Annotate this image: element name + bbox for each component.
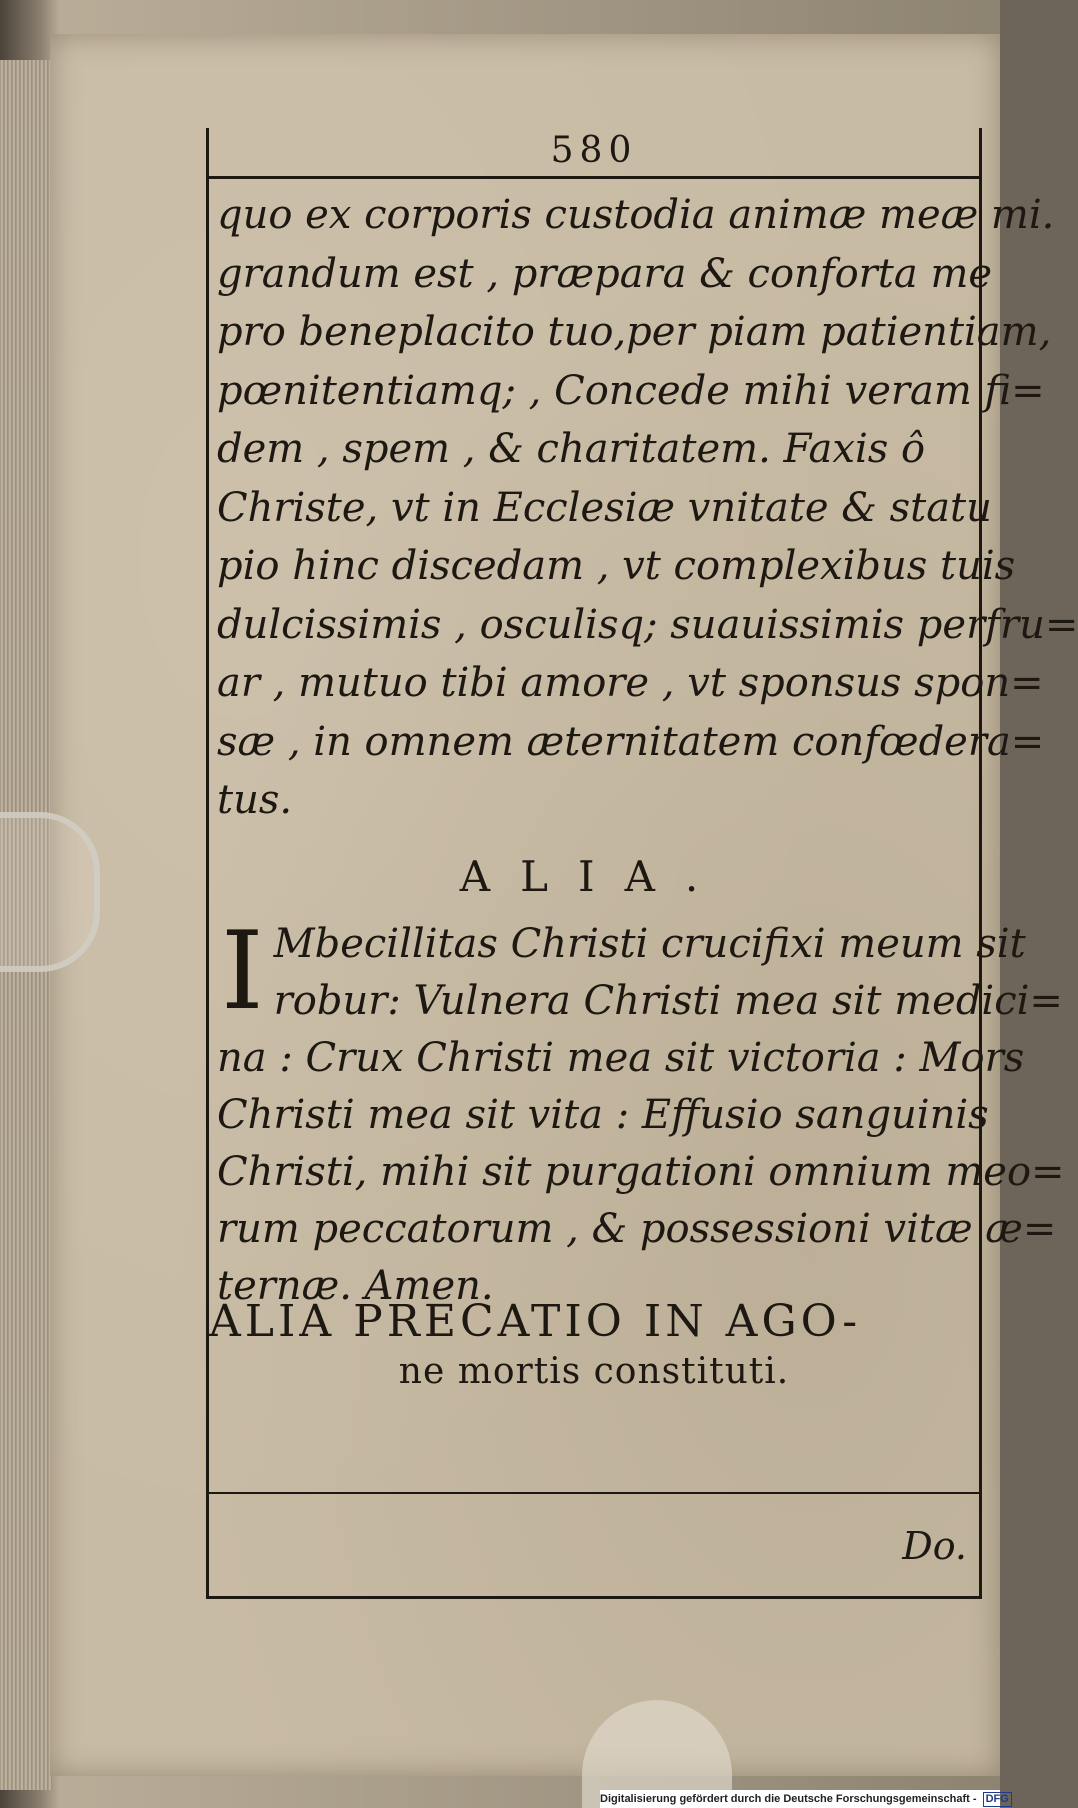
- text-line: ar , mutuo tibi amore , vt sponsus spon=: [217, 660, 1044, 706]
- page-number: 580: [550, 130, 638, 171]
- text-line: Christe, vt in Ecclesiæ vnitate & statu: [217, 484, 992, 531]
- text-line: pœnitentiamq; , Concede mihi veram fi=: [217, 367, 1045, 414]
- catchword: Do.: [902, 1524, 967, 1568]
- text-line: tus.: [217, 777, 293, 823]
- heading-alia: ALIA.: [459, 852, 729, 901]
- text-line: dulcissimis , osculisq; suauissimis perfru=: [217, 601, 1078, 648]
- section-title: [209, 1296, 979, 1392]
- text-line: robur: Vulnera Christi mea sit medici=: [273, 978, 1063, 1024]
- section-title-line: ne mortis constituti.: [398, 1351, 790, 1392]
- text-line: dem , spem , & charitatem. Faxis ô: [217, 426, 926, 472]
- text-line: Mbecillitas Christi crucifixi meum sit: [273, 921, 1026, 967]
- footer-text: Digitalisierung gefördert durch die Deutsche Forschungsgemeinschaft -: [600, 1793, 977, 1805]
- drop-capital: I: [221, 909, 264, 1034]
- text-line: ternæ. Amen.: [217, 1263, 494, 1309]
- prayer-text-block: [217, 186, 1078, 830]
- text-frame: [206, 128, 1078, 1599]
- text-line: pro beneplacito tuo,per piam patientiam,: [217, 309, 1052, 355]
- text-line: grandum est , præpara & conforta me: [217, 250, 993, 297]
- text-line: quo ex corporis custodia animæ meæ mi.: [217, 192, 1055, 238]
- text-line: na : Crux Christi mea sit victoria : Mors: [217, 1035, 1025, 1081]
- second-prayer-block: [217, 909, 1065, 1315]
- page-clip: [0, 812, 100, 972]
- dfg-logo: DFG: [983, 1792, 1012, 1807]
- text-line: sæ , in omnem æternitatem confœdera=: [217, 718, 1045, 765]
- section-title-line: ALIA PRECATIO IN AGO-: [209, 1296, 862, 1347]
- text-line: rum peccatorum , & possessioni vitæ æ=: [217, 1206, 1057, 1252]
- digitization-footer: [600, 1790, 1009, 1808]
- text-line: Christi, mihi sit purgationi omnium meo=: [217, 1149, 1065, 1195]
- text-line: Christi mea sit vita : Effusio sanguinis: [217, 1092, 989, 1138]
- text-line: pio hinc discedam , vt complexibus tuis: [217, 543, 1016, 589]
